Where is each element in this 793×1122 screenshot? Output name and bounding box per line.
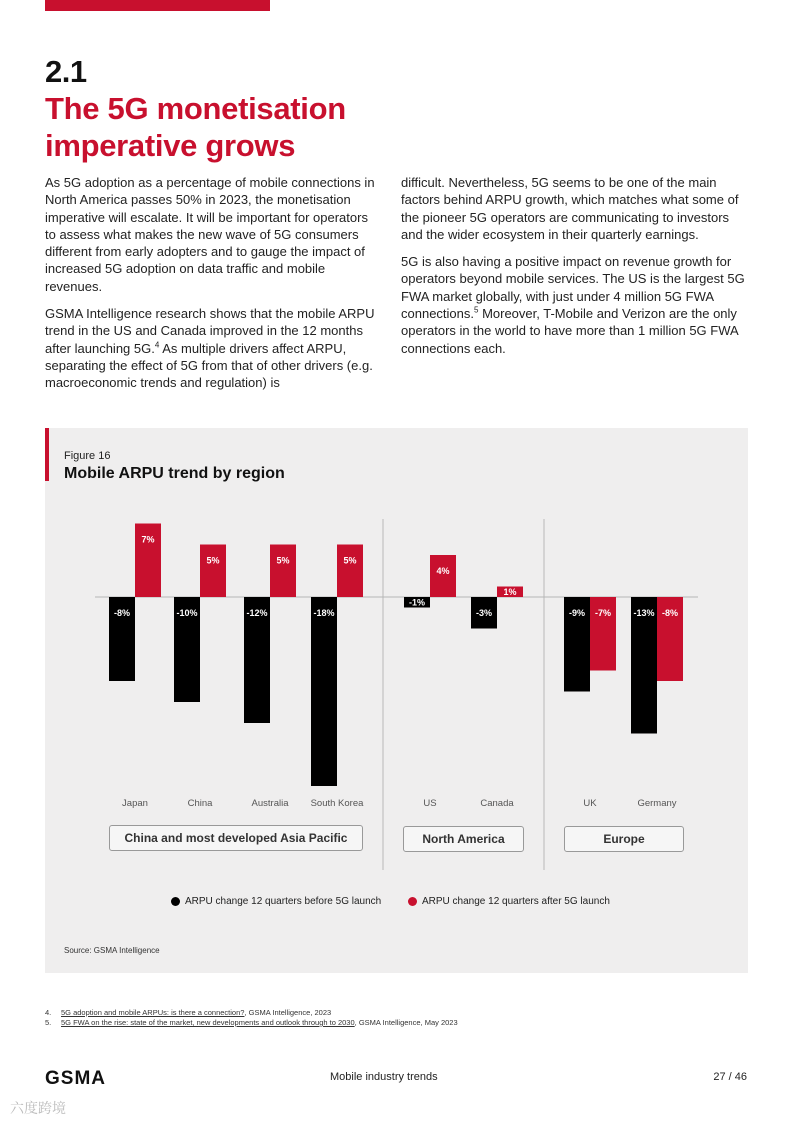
legend-label-after: ARPU change 12 quarters after 5G launch <box>422 896 610 907</box>
section-title: The 5G monetisation imperative grows <box>45 91 346 163</box>
category-label: South Korea <box>310 798 364 809</box>
footer-title: Mobile industry trends <box>330 1071 438 1083</box>
gsma-logo: GSMA <box>45 1068 106 1089</box>
bar-value-label: -8% <box>113 608 131 618</box>
footnote-ref-5[interactable]: 5 <box>474 305 479 315</box>
bar-value-label: -12% <box>246 608 268 618</box>
group-label-north-america: North America <box>403 826 524 852</box>
legend-item-before <box>171 896 381 907</box>
category-label: China <box>187 798 213 809</box>
bar-after-australia <box>270 545 296 598</box>
figure-number: Figure 16 <box>64 450 111 462</box>
legend-dot-black <box>171 897 180 906</box>
footnote-ref-4[interactable]: 4 <box>154 340 160 350</box>
paragraph-2-start: GSMA Intelligence research shows that the mobile ARPU trend in the US and Canada improved in the 12 months after launching 5G.$^4$ As multiple drivers affect ARPU, separating the effect of 5G from that of other drivers (e.g. macroeconomic trends and regulation) is <box>45 306 375 391</box>
category-label: US <box>423 798 437 809</box>
bar-value-label: 4% <box>436 566 450 576</box>
bar-value-label: -1% <box>408 597 426 608</box>
bar-value-label: -18% <box>313 608 335 618</box>
figure-source: Source: GSMA Intelligence <box>64 946 160 955</box>
bar-after-south-korea <box>337 545 363 598</box>
paragraph-1: As 5G adoption as a percentage of mobile connections in North America passes 50% in 2023, the monetisation imperative will escalate. It will be important for operators to assess what makes the new wave of 5G consumers different from early adopters and to gauge the impact of increased 5G adoption on data traffic and mobile revenues. <box>45 175 375 294</box>
footnote-5-link[interactable]: 5G FWA on the rise: state of the market, new developments and outlook through to 2030 <box>61 1018 355 1027</box>
bar-value-label: 5% <box>276 555 290 566</box>
legend-dot-red <box>408 897 417 906</box>
bar-value-label: 7% <box>141 534 155 545</box>
paragraph-3: 5G is also having a positive impact on revenue growth for operators beyond mobile services. The US is the largest 5G FWA market globally, with just under 4 million 5G FWA connections.$^5$ Moreover, T-Mobile and Verizon are the only operators in the world to have more than 1 million 5G FWA connections each. <box>401 254 745 356</box>
category-label: Canada <box>480 798 514 809</box>
footnote-4-link[interactable]: 5G adoption and mobile ARPUs: is there a connection? <box>61 1008 245 1017</box>
bar-before-south-korea <box>311 597 337 786</box>
bar-value-label: 1% <box>503 586 517 597</box>
bar-value-label: 5% <box>206 555 220 566</box>
legend-item-after <box>408 896 610 907</box>
category-label: UK <box>583 798 597 809</box>
group-label-asia-pacific: China and most developed Asia Pacific <box>109 825 363 851</box>
bar-value-label: 5% <box>343 555 357 566</box>
bar-value-label: -13% <box>633 608 655 618</box>
category-label: Japan <box>122 798 148 809</box>
bar-after-us <box>430 555 456 597</box>
category-label: Germany <box>637 798 677 809</box>
figure-title: Mobile ARPU trend by region <box>64 465 285 482</box>
page-number: 27 / 46 <box>713 1071 747 1083</box>
bar-value-label: -8% <box>661 608 679 618</box>
legend-label-before: ARPU change 12 quarters before 5G launch <box>185 896 382 907</box>
footnote-5: 5. 5G FWA on the rise: state of the market, new developments and outlook through to 2030, GSMA Intelligence, May 2023 <box>45 1018 458 1027</box>
footnote-4: 4. 5G adoption and mobile ARPUs: is there a connection?, GSMA Intelligence, 2023 <box>45 1008 332 1017</box>
bar-value-label: -10% <box>176 608 198 618</box>
bar-value-label: -7% <box>594 608 612 618</box>
bar-value-label: -3% <box>475 607 493 618</box>
section-number: 2.1 <box>45 54 87 89</box>
category-label: Australia <box>251 798 289 809</box>
bar-value-label: -9% <box>568 608 586 618</box>
watermark-logo: 六度跨境 <box>10 1100 66 1116</box>
paragraph-2-end: difficult. Nevertheless, 5G seems to be one of the main factors behind ARPU growth, which matches what some of the pioneer 5G operators are communicating to investors and the wider ecosystem in their quarterly earnings. <box>401 175 739 242</box>
bar-after-china <box>200 545 226 598</box>
group-label-europe: Europe <box>564 826 684 852</box>
